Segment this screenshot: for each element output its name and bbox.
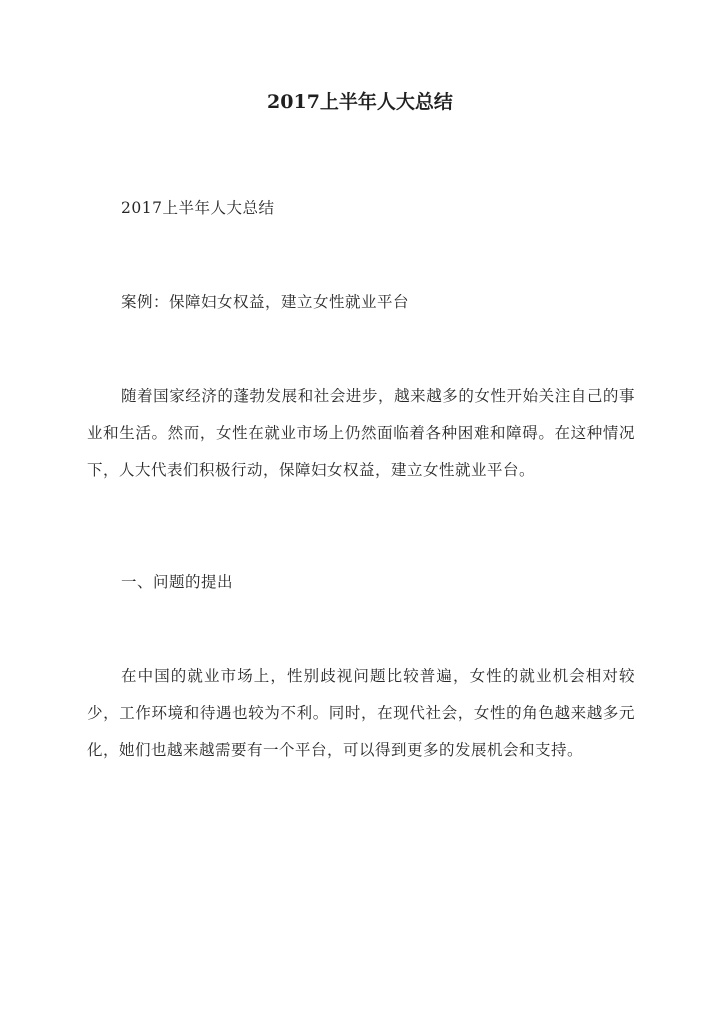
case-heading-paragraph: 案例：保障妇女权益，建立女性就业平台	[121, 293, 410, 311]
section-heading-paragraph: 一、问题的提出	[121, 573, 234, 591]
intro-paragraph: 随着国家经济的蓬勃发展和社会进步，越来越多的女性开始关注自己的事业和生活。然而，女性在就业市场上仍然面临着各种困难和障碍。在这种情况下，人大代表们积极行动，保障妇女权益，建立女性就业平台。	[87, 387, 635, 479]
problem-paragraph: 在中国的就业市场上，性别歧视问题比较普遍，女性的就业机会相对较少，工作环境和待遇也较为不利。同时，在现代社会，女性的角色越来越多元化，她们也越来越需要有一个平台，可以得到更多的发展机会和支持。	[87, 667, 635, 759]
subtitle-paragraph: 2017上半年人大总结	[121, 199, 275, 217]
document-title: 2017上半年人大总结	[267, 91, 453, 113]
